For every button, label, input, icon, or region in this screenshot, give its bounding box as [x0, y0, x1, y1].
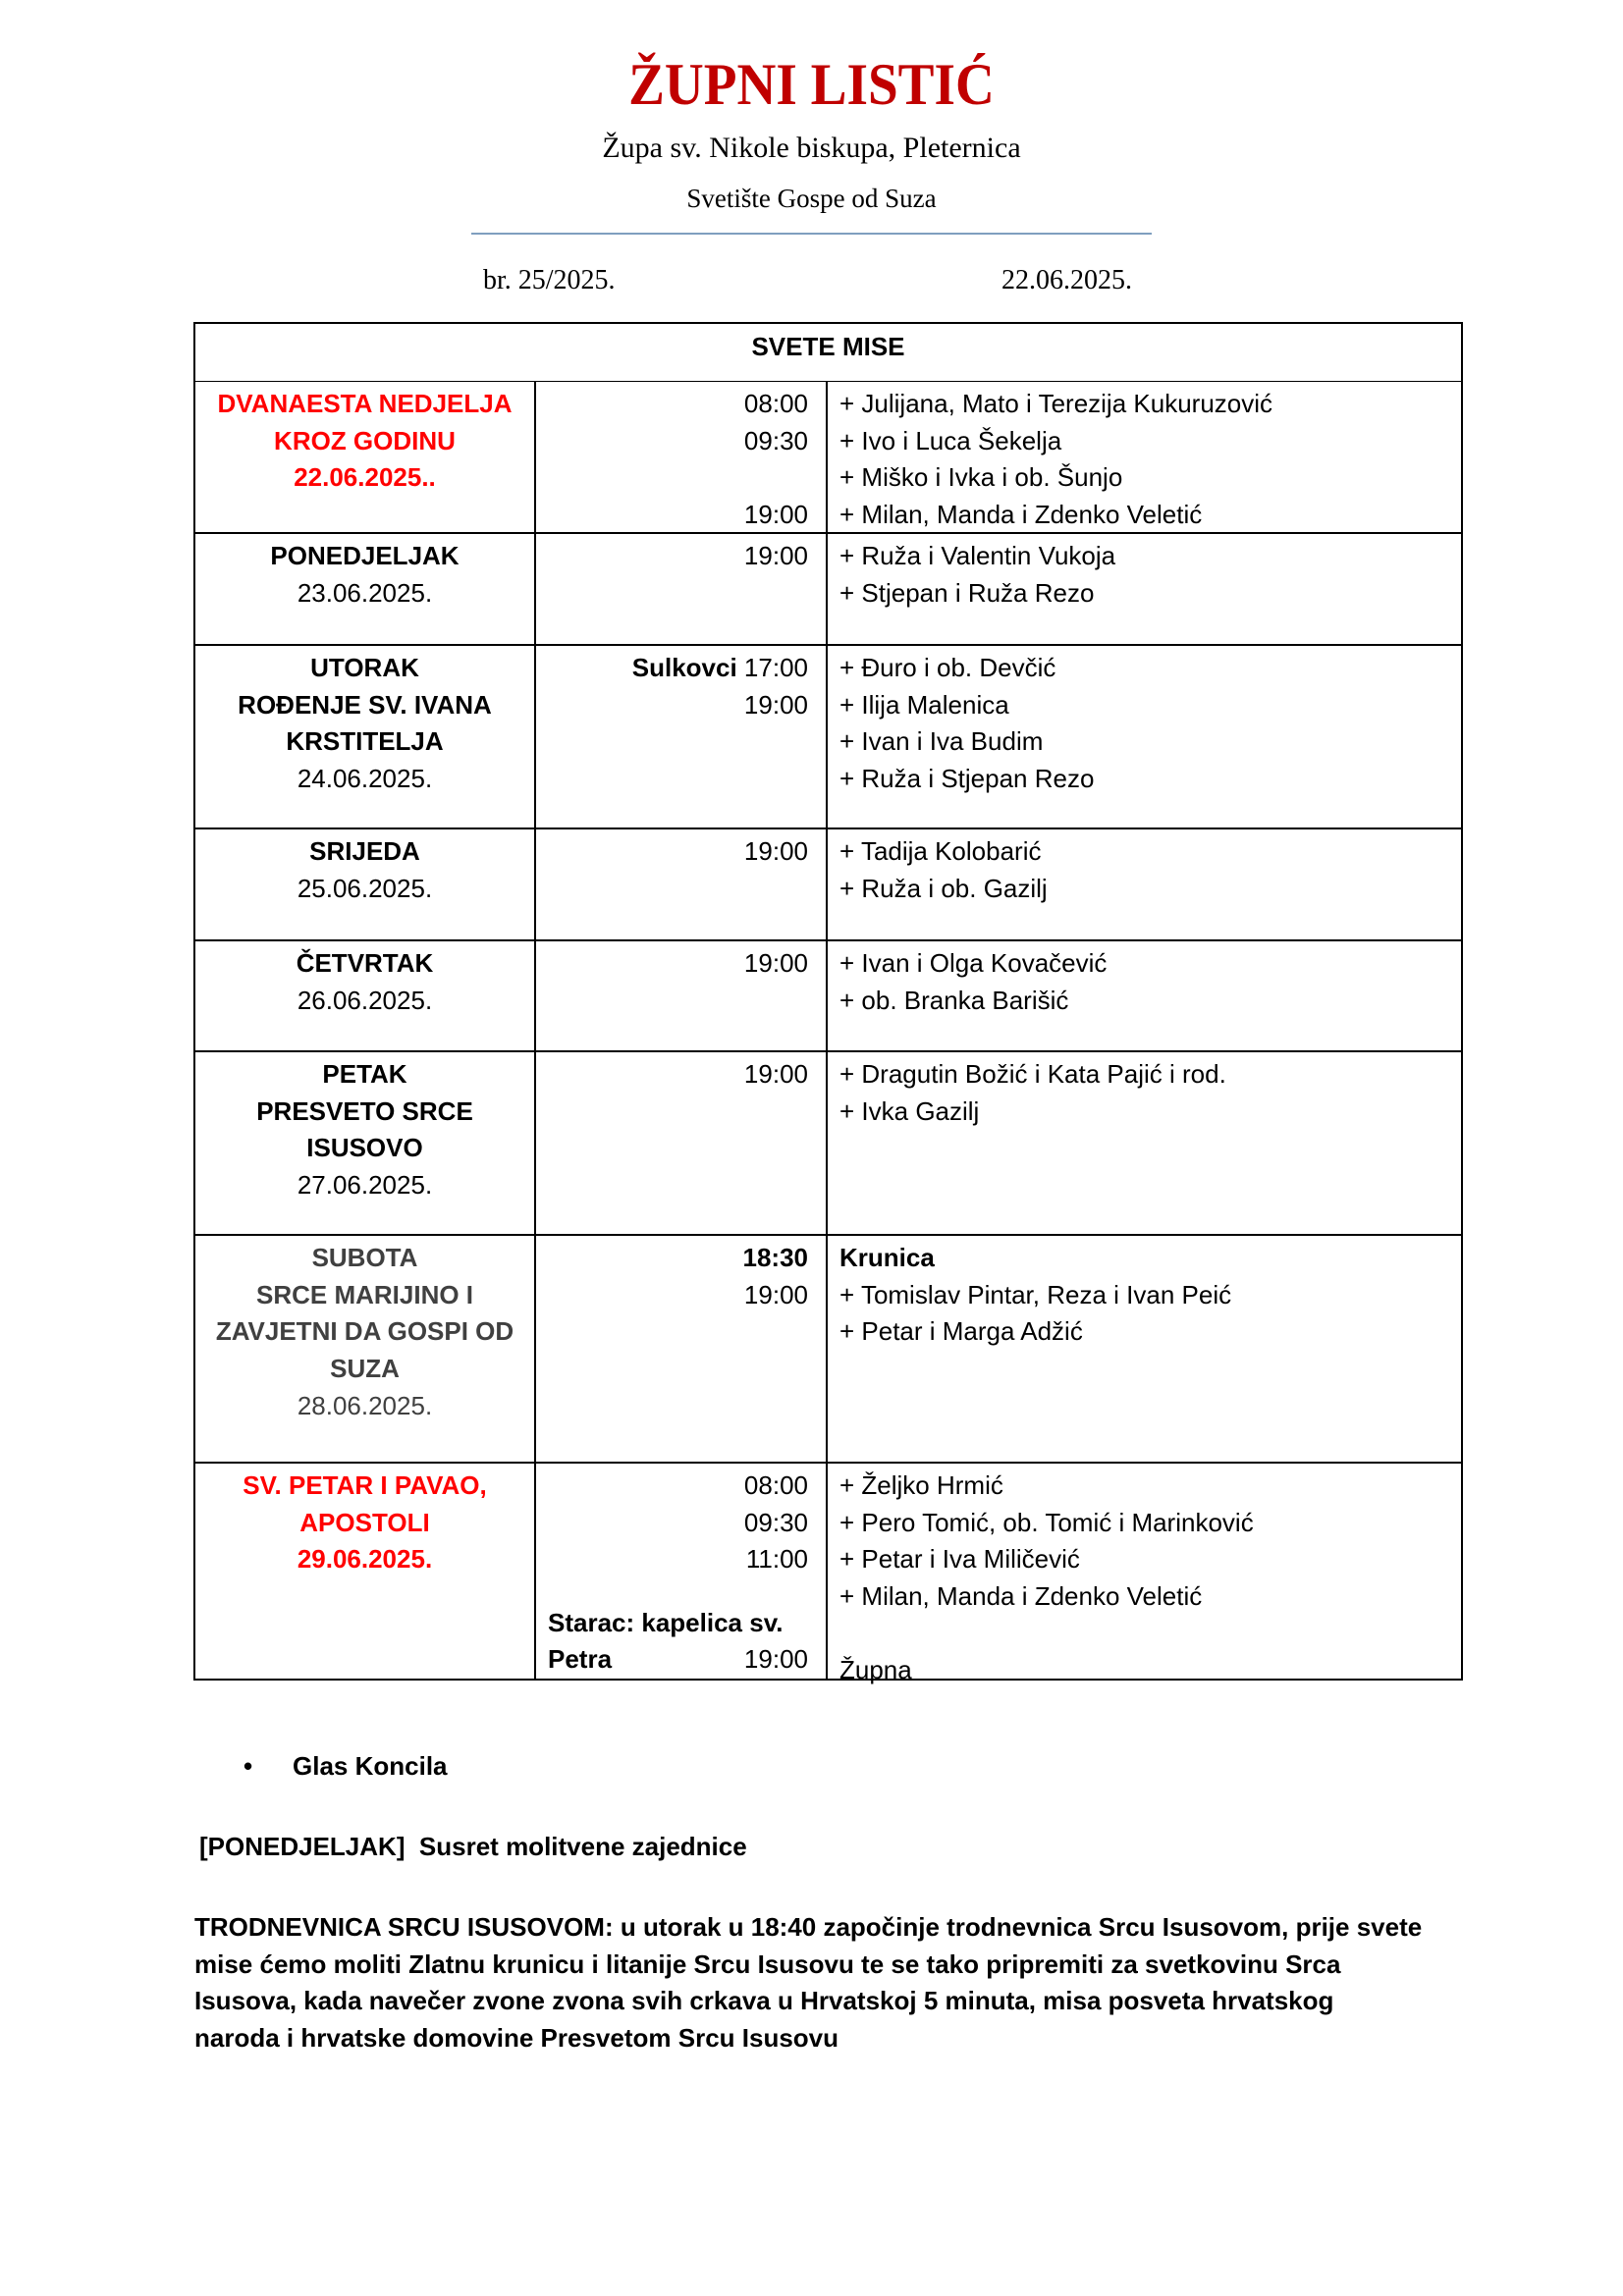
time-cell — [536, 941, 828, 1050]
mass-intention: + Tadija Kolobarić — [839, 836, 1042, 866]
mass-intention: + Pero Tomić, ob. Tomić i Marinković — [839, 1507, 1254, 1537]
mass-intention: + Dragutin Božić i Kata Pajić i rod. — [839, 1059, 1226, 1089]
day-cell — [195, 382, 536, 532]
mass-time — [546, 459, 808, 497]
mass-intention: + Ivo i Luca Šekelja — [839, 425, 1062, 455]
intentions-cell — [828, 1052, 1461, 1234]
day-cell — [195, 829, 536, 939]
bullet-icon: • — [243, 1751, 253, 1781]
day-title-line: PETAK — [322, 1059, 407, 1089]
time-cell — [536, 646, 828, 828]
mass-intention: + Đuro i ob. Devčić — [839, 653, 1056, 682]
mass-time: 19:00 — [743, 689, 808, 720]
chapel-location: Petra — [548, 1644, 613, 1675]
day-title-line: APOSTOLI — [299, 1507, 430, 1537]
mass-time: 09:30 — [743, 1507, 808, 1537]
issue-number: br. 25/2025. — [483, 265, 616, 295]
day-title-line: ZAVJETNI DA GOSPI OD — [215, 1316, 514, 1347]
mass-intention: + Milan, Manda i Zdenko Veletić — [839, 500, 1203, 530]
day-title-line: SUBOTA — [311, 1243, 418, 1272]
day-date: 28.06.2025. — [297, 1390, 433, 1420]
day-title-line: DVANAESTA NEDJELJA — [217, 389, 513, 418]
mass-intention — [839, 1616, 1461, 1653]
schedule-row — [193, 1236, 1463, 1464]
mass-intention: + Ruža i ob. Gazilj — [839, 873, 1048, 903]
mass-time: Sulkovci 17:00 — [631, 653, 808, 682]
intentions-cell — [828, 646, 1461, 828]
announcement-line: TRODNEVNICA SRCU ISUSOVOM: u utorak u 18:40 započinje trodnevnica Srcu Isusovom, prije svete — [194, 1912, 1423, 1942]
day-title-line: PONEDJELJAK — [270, 541, 460, 570]
time-cell — [536, 534, 828, 644]
day-title-line: SRCE MARIJINO I — [255, 1279, 474, 1309]
day-date: 25.06.2025. — [297, 873, 433, 903]
mass-time: 19:00 — [743, 836, 808, 866]
time-cell — [536, 382, 828, 532]
intentions-cell — [828, 382, 1461, 532]
mass-intention: + Ivan i Iva Budim — [839, 726, 1044, 757]
mass-intention: + Ilija Malenica — [839, 689, 1009, 720]
mass-time: 19:00 — [743, 948, 808, 978]
schedule-row — [193, 646, 1463, 829]
mass-intention: + Ruža i Stjepan Rezo — [839, 764, 1095, 794]
mass-intention: + Ivka Gazilj — [839, 1095, 980, 1126]
parish-name: Župa sv. Nikole biskupa, Pleternica — [602, 132, 1021, 164]
bullet-list-item — [243, 1751, 448, 1782]
day-title-line: ČETVRTAK — [296, 948, 434, 978]
header-divider — [471, 233, 1152, 235]
time-cell — [536, 1464, 828, 1679]
intentions-cell — [828, 1236, 1461, 1462]
mass-intention: + Ruža i Valentin Vukoja — [839, 541, 1116, 570]
day-cell — [195, 534, 536, 644]
mass-intention: + Milan, Manda i Zdenko Veletić — [839, 1581, 1203, 1612]
mass-intention: + Petar i Iva Miličević — [839, 1544, 1080, 1575]
announcement-line: mise ćemo moliti Zlatnu krunicu i litanije Srcu Isusovu te se tako pripremiti za svetkovinu Srca — [194, 1949, 1341, 1979]
day-date: 29.06.2025. — [297, 1544, 433, 1575]
mass-location: Sulkovci — [631, 653, 737, 682]
mass-time: 19:00 — [743, 541, 808, 570]
mass-time: 19:00 — [743, 1279, 808, 1309]
day-title-line: ISUSOVO — [306, 1133, 423, 1163]
day-date: 24.06.2025. — [297, 764, 433, 794]
mass-intention: + Stjepan i Ruža Rezo — [839, 577, 1095, 608]
mass-intention: + Julijana, Mato i Terezija Kukuruzović — [839, 389, 1273, 418]
time-cell — [536, 1236, 828, 1462]
mass-intention: Krunica — [839, 1243, 935, 1272]
day-date: 22.06.2025.. — [294, 462, 436, 493]
mass-intention: + Miško i Ivka i ob. Šunjo — [839, 462, 1123, 493]
mass-time: 08:00 — [743, 1470, 808, 1500]
schedule-row — [193, 1052, 1463, 1236]
day-cell — [195, 1236, 536, 1462]
mass-time: 09:30 — [743, 425, 808, 455]
time-cell — [536, 1052, 828, 1234]
schedule-row — [193, 382, 1463, 534]
shrine-name: Svetište Gospe od Suza — [686, 184, 937, 213]
mass-time: 08:00 — [743, 389, 808, 418]
day-title-line: SV. PETAR I PAVAO, — [243, 1470, 487, 1500]
announcement-line: naroda i hrvatske domovine Presvetom Srcu Isusovu — [194, 2023, 839, 2054]
intentions-cell — [828, 941, 1461, 1050]
schedule-row — [193, 829, 1463, 941]
intentions-cell — [828, 829, 1461, 939]
intentions-cell — [828, 534, 1461, 644]
monday-note: [PONEDJELJAK] Susret molitvene zajednice — [199, 1832, 747, 1861]
day-date: 26.06.2025. — [297, 985, 433, 1015]
announcement-paragraph — [194, 1909, 1471, 2057]
day-cell — [195, 646, 536, 828]
day-date: 27.06.2025. — [297, 1170, 433, 1201]
intentions-cell — [828, 1464, 1461, 1685]
mass-intention: Župna — [839, 1655, 912, 1685]
day-title-line: PRESVETO SRCE — [256, 1095, 473, 1126]
bullet-text: Glas Koncila — [293, 1751, 448, 1781]
schedule-row — [193, 941, 1463, 1052]
day-title-line: UTORAK — [310, 653, 419, 682]
announcement-line: Isusova, kada navečer zvone zvona svih crkava u Hrvatskoj 5 minuta, misa posveta hrvatskog — [194, 1986, 1334, 2016]
time-cell — [536, 829, 828, 939]
schedule-row — [193, 534, 1463, 646]
mass-intention: + Ivan i Olga Kovačević — [839, 948, 1108, 978]
mass-schedule-table — [193, 322, 1463, 1685]
mass-intention: + Željko Hrmić — [839, 1470, 1003, 1500]
day-cell — [195, 941, 536, 1050]
day-cell — [195, 1052, 536, 1234]
table-heading — [193, 322, 1463, 382]
chapel-mass-note — [548, 1605, 808, 1679]
mass-time: 18:30 — [742, 1243, 808, 1272]
day-title-line: SRIJEDA — [309, 836, 420, 866]
table-heading-text: SVETE MISE — [751, 332, 905, 361]
issue-date: 22.06.2025. — [1001, 265, 1132, 295]
mass-intention: + Petar i Marga Adžić — [839, 1316, 1083, 1347]
mass-time: 19:00 — [743, 1059, 808, 1089]
mass-intention: + ob. Branka Barišić — [839, 985, 1069, 1015]
chapel-mass-time: 19:00 — [743, 1644, 808, 1675]
day-title-line: SUZA — [330, 1354, 400, 1384]
day-title-line: KRSTITELJA — [286, 726, 444, 757]
mass-time: 19:00 — [743, 500, 808, 530]
schedule-row — [193, 1464, 1463, 1685]
mass-intention: + Tomislav Pintar, Reza i Ivan Peić — [839, 1279, 1232, 1309]
day-title-line: KROZ GODINU — [274, 425, 456, 455]
day-cell — [195, 1464, 536, 1679]
day-date: 23.06.2025. — [297, 577, 433, 608]
chapel-location: Starac: kapelica sv. — [548, 1607, 784, 1637]
bulletin-title: ŽUPNI LISTIĆ — [628, 52, 995, 117]
day-title-line: ROĐENJE SV. IVANA — [238, 689, 492, 720]
mass-time: 11:00 — [745, 1544, 808, 1575]
